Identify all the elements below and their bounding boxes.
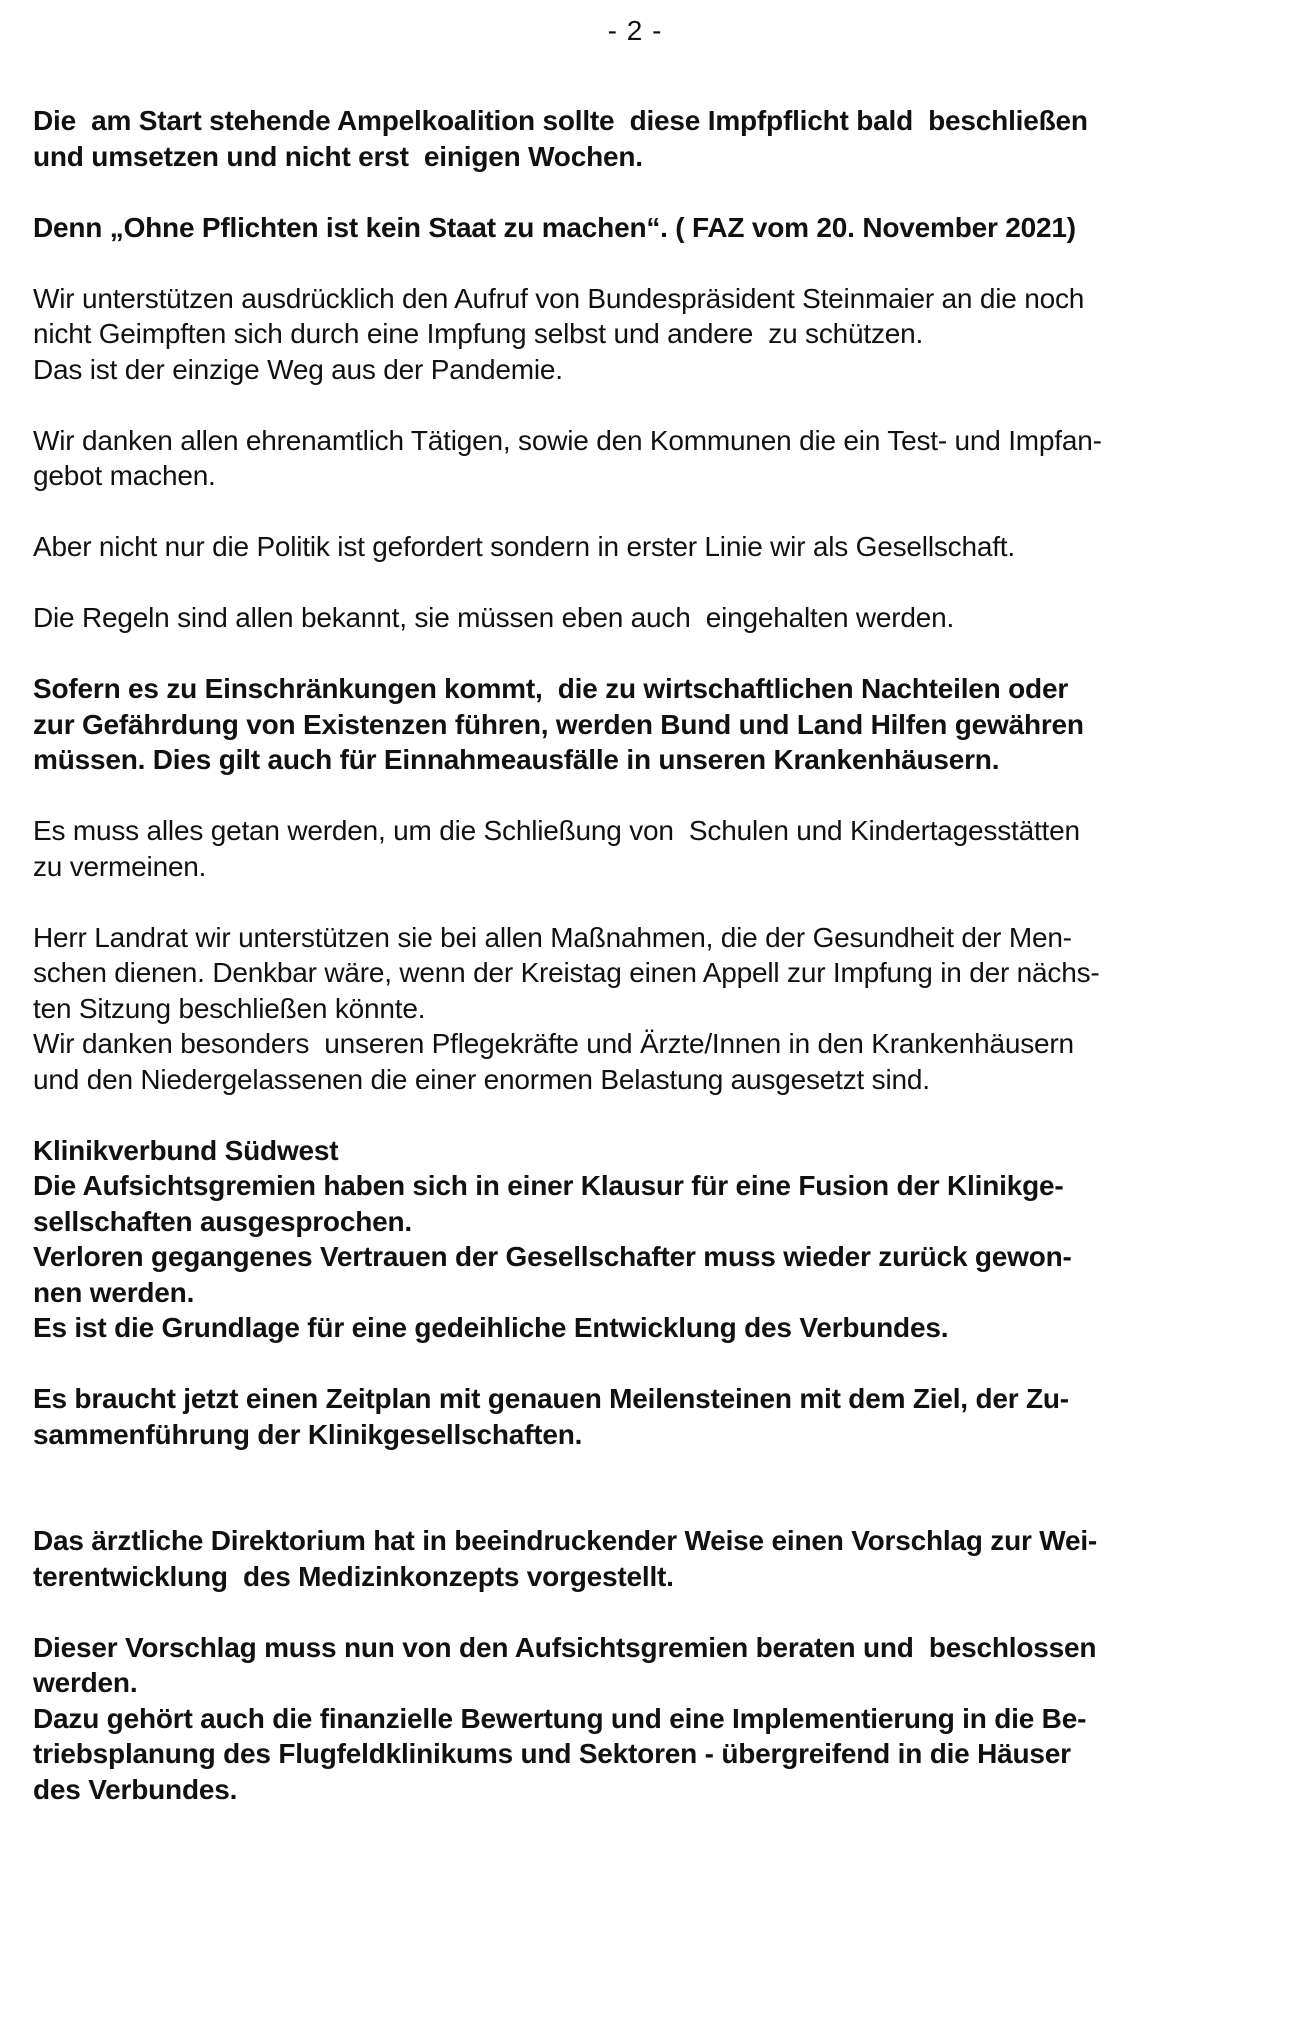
text-line: gebot machen. [33,460,216,491]
text-line: Es ist die Grundlage für eine gedeihliche Entwicklung des Verbundes. [33,1312,949,1343]
text-line: Die Regeln sind allen bekannt, sie müssen eben auch eingehalten werden. [33,602,955,633]
paragraph-spacer [33,1097,1263,1133]
paragraph-vorschlag [33,1630,1263,1808]
text-line: nicht Geimpften sich durch eine Impfung selbst und andere zu schützen. [33,318,924,349]
text-line: Sofern es zu Einschränkungen kommt, die zu wirtschaftlichen Nachteilen oder [33,673,1069,704]
text-line: müssen. Dies gilt auch für Einnahmeausfälle in unseren Krankenhäusern. [33,744,1000,775]
text-line: Dazu gehört auch die finanzielle Bewertung und eine Implementierung in die Be- [33,1702,1087,1734]
text-line: Herr Landrat wir unterstützen sie bei allen Maßnahmen, die der Gesundheit der Men- [33,921,1072,953]
paragraph-schulen [33,813,1263,884]
document-body [33,103,1263,1807]
text-line: des Verbundes. [33,1773,238,1805]
page-number: - 2 - [607,15,663,46]
text-line: terentwicklung des Medizinkonzepts vorgestellt. [33,1560,674,1592]
text-line: triebsplanung des Flugfeldklinikums und Sektoren - übergreifend in die Häuser [33,1738,1071,1769]
text-line: und den Niedergelassenen die einer enormen Belastung ausgesetzt sind. [33,1063,930,1095]
paragraph-spacer [33,565,1263,601]
paragraph-spacer [33,1346,1263,1382]
text-line: Die am Start stehende Ampelkoalition sollte diese Impfpflicht bald beschließen [33,105,1088,136]
text-line: Aber nicht nur die Politik ist gefordert sondern in erster Linie wir als Gesellschaft. [33,531,1015,562]
paragraph-spacer [33,1594,1263,1630]
text-line: und umsetzen und nicht erst einigen Wochen. [33,140,643,172]
paragraph-zeitplan [33,1381,1263,1452]
paragraph-direktorium [33,1523,1263,1594]
paragraph-spacer [33,494,1263,530]
paragraph-spacer [33,1452,1263,1523]
text-line: schen dienen. Denkbar wäre, wenn der Kreistag einen Appell zur Impfung in der nächs- [33,957,1100,988]
text-line: Es muss alles getan werden, um die Schließung von Schulen und Kindertagesstätten [33,815,1080,846]
text-line: zur Gefährdung von Existenzen führen, werden Bund und Land Hilfen gewähren [33,708,1084,740]
paragraph-dank-ehrenamt [33,423,1263,494]
paragraph-gesellschaft [33,529,1263,565]
paragraph-spacer [33,778,1263,814]
text-line: sammenführung der Klinikgesellschaften. [33,1418,583,1450]
paragraph-hilfen [33,671,1263,778]
text-line: Denn „Ohne Pflichten ist kein Staat zu machen“. ( FAZ vom 20. November 2021) [33,211,1076,243]
text-line: Die Aufsichtsgremien haben sich in einer Klausur für eine Fusion der Klinikge- [33,1170,1064,1201]
section-heading: Klinikverbund Südwest [33,1134,339,1166]
text-line: werden. [33,1667,138,1698]
paragraph-klinikverbund [33,1133,1263,1346]
paragraph-faz-quote [33,210,1263,246]
text-line: Wir danken besonders unseren Pflegekräfte und Ärzte/Innen in den Krankenhäusern [33,1028,1074,1059]
text-line: nen werden. [33,1276,195,1308]
paragraph-aufruf [33,281,1263,388]
paragraph-spacer [33,884,1263,920]
text-line: Das ärztliche Direktorium hat in beeindruckender Weise einen Vorschlag zur Wei- [33,1525,1098,1556]
paragraph-regeln [33,600,1263,636]
text-line: Wir unterstützen ausdrücklich den Aufruf von Bundespräsident Steinmaier an die noch [33,282,1085,314]
paragraph-spacer [33,245,1263,281]
paragraph-impfpflicht [33,103,1263,174]
text-line: Das ist der einzige Weg aus der Pandemie. [33,353,563,385]
paragraph-landrat [33,920,1263,1098]
paragraph-spacer [33,636,1263,672]
text-line: ten Sitzung beschließen könnte. [33,992,426,1024]
paragraph-spacer [33,387,1263,423]
text-line: zu vermeinen. [33,850,207,882]
text-line: Dieser Vorschlag muss nun von den Aufsichtsgremien beraten und beschlossen [33,1631,1097,1663]
paragraph-spacer [33,174,1263,210]
text-line: Wir danken allen ehrenamtlich Tätigen, sowie den Kommunen die ein Test- und Impfan- [33,424,1102,456]
text-line: Verloren gegangenes Vertrauen der Gesellschafter muss wieder zurück gewon- [33,1241,1072,1272]
text-line: Es braucht jetzt einen Zeitplan mit genauen Meilensteinen mit dem Ziel, der Zu- [33,1383,1069,1414]
text-line: sellschaften ausgesprochen. [33,1205,412,1237]
